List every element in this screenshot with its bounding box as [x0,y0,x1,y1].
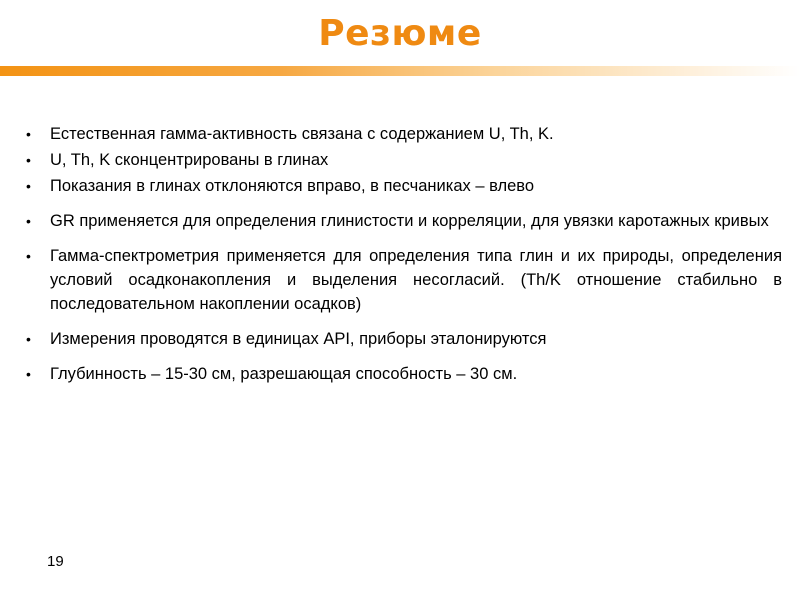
bullet-list [22,122,782,386]
bullet-marker: • [26,248,31,264]
bullet-marker: • [26,366,31,382]
bullet-text: Показания в глинах отклоняются вправо, в песчаниках – влево [50,177,535,195]
bullet-text: Глубинность – 15-30 см, разрешающая способность – 30 см. [50,365,518,383]
bullet-text: U, Th, K сконцентрированы в глинах [50,151,329,169]
slide-title: Резюме [318,13,482,54]
bullet-item [22,209,782,233]
bullet-marker: • [26,213,31,229]
bullet-item [22,362,782,386]
page-number: 19 [47,553,64,570]
bullet-item [22,122,782,146]
bullet-marker: • [26,152,31,168]
bullet-item [22,148,782,172]
title-underline-bar [0,66,800,76]
bullet-text: Измерения проводятся в единицах API, приборы эталонируются [50,330,547,348]
bullet-item [22,327,782,351]
bullet-item [22,244,782,316]
bullet-text: Гамма-спектрометрия применяется для определения типа глин и их природы, определения условий осадконакопления и выделения несогласий. (Th/K отношение стабильно в последовательном накоплении осадков) [50,247,782,313]
bullet-marker: • [26,331,31,347]
bullet-marker: • [26,178,31,194]
bullet-text: Естественная гамма-активность связана с содержанием U, Th, K. [50,125,554,143]
bullet-marker: • [26,126,31,142]
bullet-text: GR применяется для определения глинистости и корреляции, для увязки каротажных кривых [50,212,769,230]
bullet-item [22,174,782,198]
